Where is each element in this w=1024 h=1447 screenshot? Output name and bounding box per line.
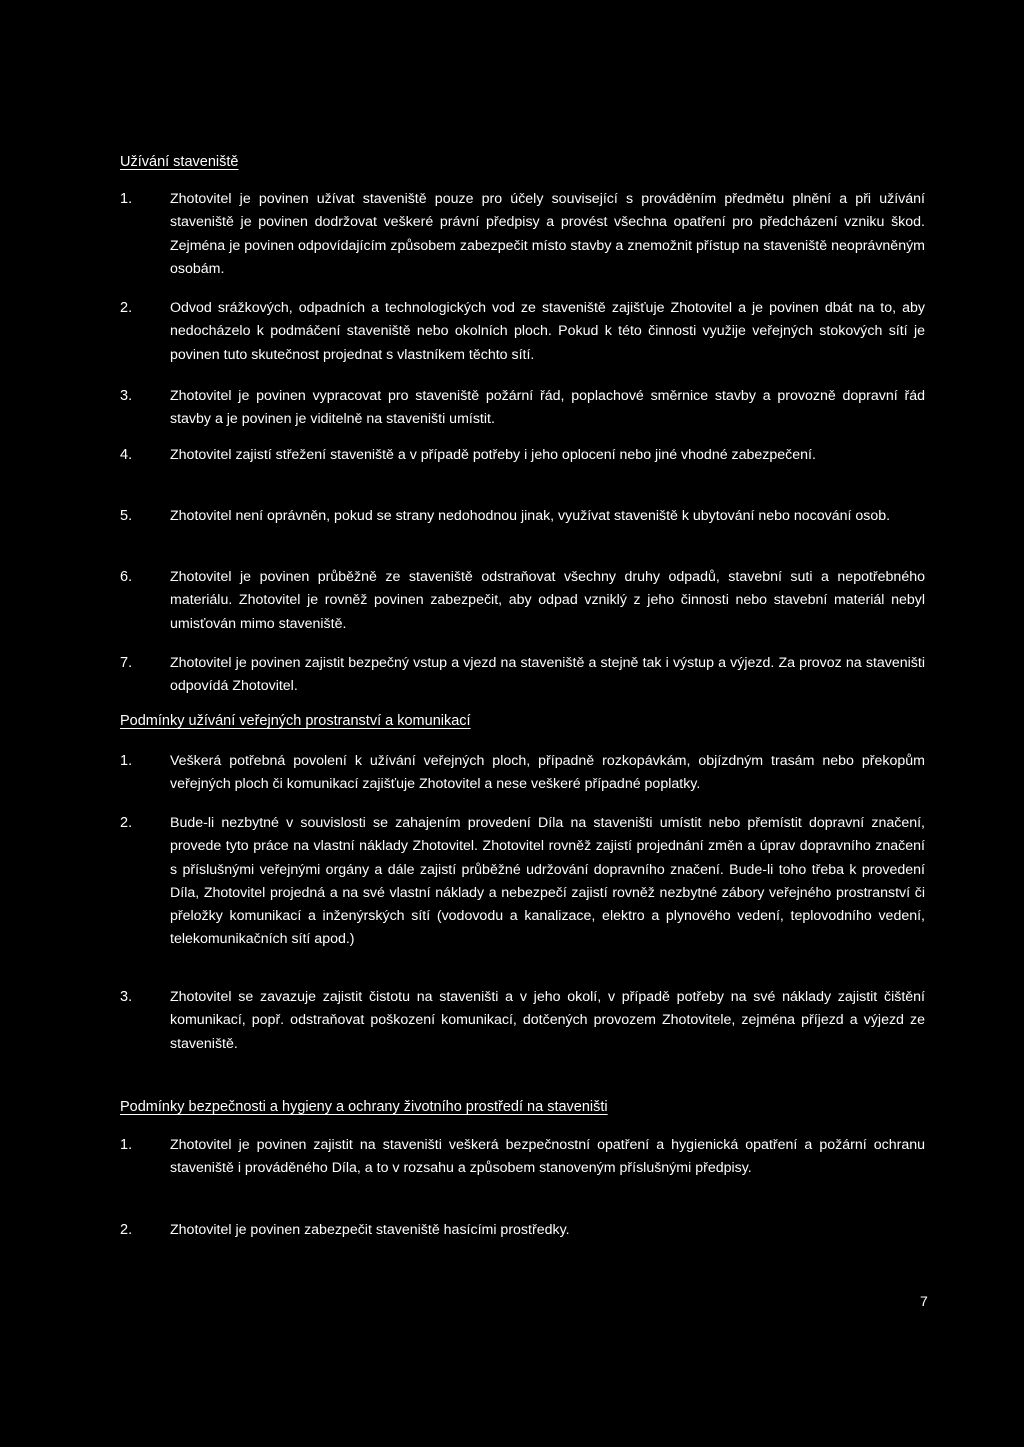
item-text: Veškerá potřebná povolení k užívání veřejných ploch, případně rozkopávkám, objízdným trasám nebo překopům veřejných ploch či komunikací zajišťuje Zhotovitel a nese veškeré případné poplatky. xyxy=(170,753,925,793)
section-heading-safety-hygiene: Podmínky bezpečnosti a hygieny a ochrany životního prostředí na staveništi xyxy=(120,1099,608,1115)
list-item xyxy=(120,1134,925,1181)
item-text: Zhotovitel je povinen zabezpečit staveniště hasícími prostředky. xyxy=(170,1222,570,1238)
item-number: 7. xyxy=(120,655,133,671)
item-number: 2. xyxy=(120,815,133,831)
list-item xyxy=(120,444,925,467)
item-text: Zhotovitel je povinen průběžně ze staveniště odstraňovat všechny druhy odpadů, stavební suti a nepotřebného materiálu. Zhotovitel je rovněž povinen zabezpečit, aby odpad vzniklý z jeho činnosti nebo stavební materiál nebyl umisťován mimo staveniště. xyxy=(170,569,925,632)
section-heading-site-use: Užívání staveniště xyxy=(120,154,239,170)
item-text: Zhotovitel je povinen zajistit na staveništi veškerá bezpečnostní opatření a hygienická opatření a požární ochranu staveniště i prováděného Díla, a to v rozsahu a způsobem stanoveným příslušnými předpisy. xyxy=(170,1137,925,1177)
list-item xyxy=(120,750,925,797)
item-number: 3. xyxy=(120,989,133,1005)
item-text: Zhotovitel zajistí střežení staveniště a v případě potřeby i jeho oplocení nebo jiné vhodné zabezpečení. xyxy=(170,447,816,463)
section-heading-public-spaces: Podmínky užívání veřejných prostranství a komunikací xyxy=(120,713,471,729)
item-number: 1. xyxy=(120,191,133,207)
item-text: Zhotovitel je povinen vypracovat pro staveniště požární řád, poplachové směrnice stavby a provozně dopravní řád stavby a je povinen je viditelně na staveništi umístit. xyxy=(170,388,925,428)
item-number: 1. xyxy=(120,1137,133,1153)
item-text: Odvod srážkových, odpadních a technologických vod ze staveniště zajišťuje Zhotovitel a je povinen dbát na to, aby nedocházelo k podmáčení staveniště nebo okolních ploch. Pokud k této činnosti využije veřejných stokových sítí je povinen tuto skutečnost projednat s vlastníkem těchto sítí. xyxy=(170,300,925,363)
item-text: Zhotovitel není oprávněn, pokud se strany nedohodnou jinak, využívat staveniště k ubytování nebo nocování osob. xyxy=(170,508,891,524)
item-number: 5. xyxy=(120,508,133,524)
list-item xyxy=(120,566,925,636)
item-text: Bude-li nezbytné v souvislosti se zahajením provedení Díla na staveništi umístit nebo přemístit dopravní značení, provede tyto práce na vlastní náklady Zhotovitel. Zhotovitel rovněž zajistí projednání změn a úprav dopravního značení s příslušnými veřejnými orgány a dále zajistí průběžné udržování dopravního značení. Bude-li toho třeba k provedení Díla, Zhotovitel projedná a na své vlastní náklady a nebezpečí zajistí rovněž nezbytné zábory veřejného prostranství či přeložky komunikací a inženýrských sítí (vodovodu a kanalizace, elektro a plynového vedení, teplovodního vedení, telekomunikačních sítí apod.) xyxy=(170,815,925,948)
item-text: Zhotovitel se zavazuje zajistit čistotu na staveništi a v jeho okolí, v případě potřeby na své náklady zajistit čištění komunikací, popř. odstraňovat poškození komunikací, dotčených provozem Zhotovitele, zejména příjezd a výjezd ze staveniště. xyxy=(170,989,925,1052)
list-item xyxy=(120,505,925,528)
item-number: 4. xyxy=(120,447,133,463)
item-number: 6. xyxy=(120,569,133,585)
item-number: 1. xyxy=(120,753,133,769)
list-item xyxy=(120,385,925,432)
list-item xyxy=(120,652,925,699)
item-text: Zhotovitel je povinen zajistit bezpečný vstup a vjezd na staveniště a stejně tak i výstup a výjezd. Za provoz na staveništi odpovídá Zhotovitel. xyxy=(170,655,925,695)
item-number: 3. xyxy=(120,388,133,404)
item-number: 2. xyxy=(120,300,133,316)
page-number: 7 xyxy=(920,1293,928,1309)
list-item xyxy=(120,812,925,952)
item-text: Zhotovitel je povinen užívat staveniště pouze pro účely související s prováděním předmětu plnění a při užívání staveniště je povinen dodržovat veškeré právní předpisy a provést všechna opatření pro předcházení vzniku škod. Zejména je povinen odpovídajícím způsobem zabezpečit místo stavby a znemožnit přístup na staveniště neoprávněným osobám. xyxy=(170,191,925,277)
list-item xyxy=(120,188,925,281)
list-item xyxy=(120,1219,925,1242)
list-item xyxy=(120,297,925,367)
item-number: 2. xyxy=(120,1222,133,1238)
list-item xyxy=(120,986,925,1056)
